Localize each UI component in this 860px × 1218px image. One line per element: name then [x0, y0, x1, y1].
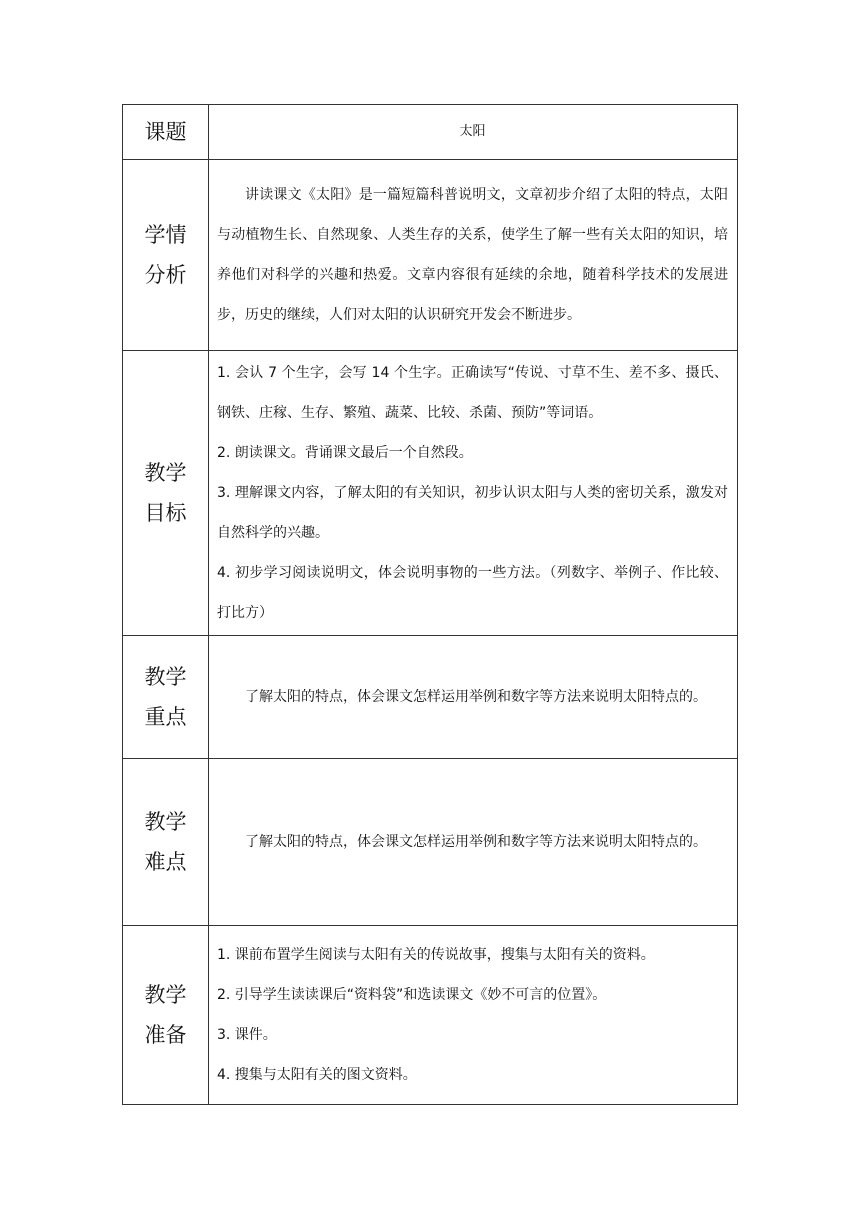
topic-value — [209, 105, 738, 160]
key-points-text: 了解太阳的特点，体会课文怎样运用举例和数字等方法来说明太阳特点的。 — [245, 689, 707, 705]
teaching-goals-content — [209, 351, 738, 636]
preparation-label-line-2: 准备 — [144, 1023, 187, 1047]
learning-analysis-label-line-2: 分析 — [144, 263, 187, 287]
preparation-content — [209, 926, 738, 1105]
teaching-goals-label-line-1: 教学 — [144, 461, 187, 485]
learning-analysis-text: 讲读课文《太阳》是一篇短篇科普说明文，文章初步介绍了太阳的特点，太阳与动植物生长、自然现象、人类生存的关系，使学生了解一些有关太阳的知识，培养他们对科学的兴趣和热爱。文章内容很有延续的余地，随着科学技术的发展进步，历史的继续，人们对太阳的认识研究开发会不断进步。 — [217, 187, 728, 323]
row-difficult-points — [123, 759, 738, 926]
difficult-points-content — [209, 759, 738, 926]
difficult-points-label-line-1: 教学 — [144, 810, 187, 834]
row-learning-analysis — [123, 160, 738, 351]
preparation-label-line-1: 教学 — [144, 983, 187, 1007]
key-points-label-line-1: 教学 — [144, 665, 187, 689]
row-key-points — [123, 636, 738, 759]
teaching-goals-label-line-2: 目标 — [144, 501, 187, 525]
preparation-item: 2. 引导学生读读课后“资料袋”和选读课文《妙不可言的位置》。 — [217, 987, 607, 1003]
goal-item: 2. 朗读课文。背诵课文最后一个自然段。 — [217, 445, 473, 461]
learning-analysis-label — [123, 160, 209, 351]
topic-label — [123, 105, 209, 160]
key-points-label — [123, 636, 209, 759]
preparation-item: 1. 课前布置学生阅读与太阳有关的传说故事，搜集与太阳有关的资料。 — [217, 947, 655, 963]
goal-item: 4. 初步学习阅读说明文，体会说明事物的一些方法。（列数字、举例子、作比较、打比方） — [217, 565, 728, 621]
topic-value-text: 太阳 — [459, 124, 486, 139]
topic-label-text: 课题 — [144, 120, 187, 144]
difficult-points-label — [123, 759, 209, 926]
learning-analysis-label-line-1: 学情 — [144, 223, 187, 247]
key-points-content — [209, 636, 738, 759]
preparation-item: 3. 课件。 — [217, 1027, 277, 1043]
preparation-item: 4. 搜集与太阳有关的图文资料。 — [217, 1067, 417, 1083]
key-points-label-line-2: 重点 — [144, 705, 187, 729]
learning-analysis-content — [209, 160, 738, 351]
lesson-plan-table — [122, 104, 738, 1105]
difficult-points-label-line-2: 难点 — [144, 850, 187, 874]
goal-item: 1. 会认 7 个生字，会写 14 个生字。正确读写“传说、寸草不生、差不多、摄氏、钢铁、庄稼、生存、繁殖、蔬菜、比较、杀菌、预防”等词语。 — [217, 365, 728, 421]
preparation-label — [123, 926, 209, 1105]
difficult-points-text: 了解太阳的特点，体会课文怎样运用举例和数字等方法来说明太阳特点的。 — [245, 834, 707, 850]
row-preparation — [123, 926, 738, 1105]
row-topic — [123, 105, 738, 160]
row-teaching-goals — [123, 351, 738, 636]
goal-item: 3. 理解课文内容，了解太阳的有关知识，初步认识太阳与人类的密切关系，激发对自然科学的兴趣。 — [217, 485, 728, 541]
teaching-goals-label — [123, 351, 209, 636]
